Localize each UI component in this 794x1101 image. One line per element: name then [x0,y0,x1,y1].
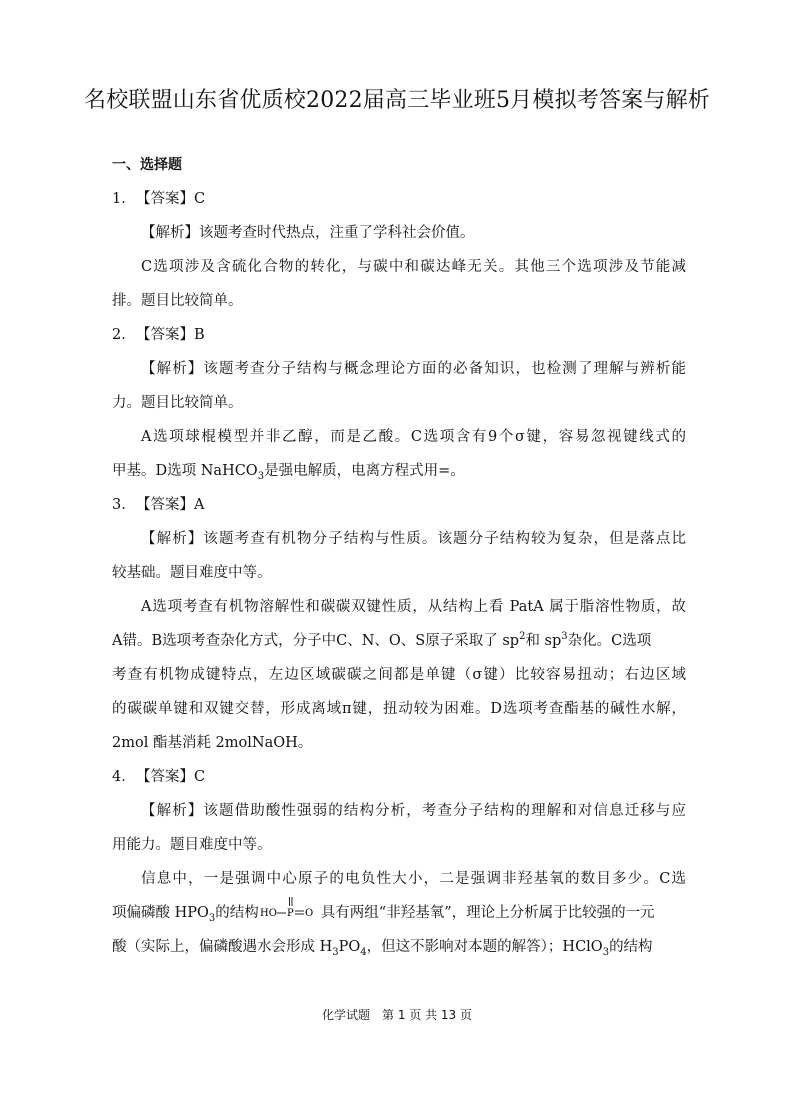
structure-svg [259,888,320,928]
text-fragment: 是强电解质，电离方程式用=。 [264,463,465,479]
q4-analysis-2: 用能力。题目难度中等。 [112,837,272,853]
text-fragment: 的结构 [215,905,259,921]
q1-number: 1． [112,191,136,207]
text-fragment: PO [338,939,361,955]
text-fragment: 具有两组“非羟基氧”，理论上分析属于比较强的一元 [320,905,655,921]
text-fragment: 酸（实际上，偏磷酸遇水会形成 H [112,939,333,955]
subscript: 3 [332,946,339,958]
text-fragment: A错。B选项考查杂化方式，分子中C、N、O、S原子采取了 sp [112,633,520,649]
superscript: 3 [561,631,568,643]
q3-analysis-5: 考查有机物成键特点，左边区域碳碳之间都是单键（σ键）比较容易扭动；右边区域 [112,667,686,683]
q1-analysis-1: 【解析】该题考查时代热点，注重了学科社会价值。 [141,225,475,241]
q3-analysis-1: 【解析】该题考查有机物分子结构与性质。该题分子结构较为复杂，但是落点比 [141,531,686,547]
q2-analysis-1: 【解析】该题考查分子结构与概念理论方面的必备知识，也检测了理解与辨析能 [141,361,686,377]
q1-analysis-2: C选项涉及含硫化合物的转化，与碳中和碳达峰无关。其他三个选项涉及节能减 [141,259,686,275]
q1-answer [112,182,686,216]
page-footer: 化学试题 第 1 页 共 13 页 [322,1008,472,1022]
q2-number: 2． [112,327,136,343]
q4-answer [112,760,686,794]
q2-analysis-4 [112,454,686,488]
q1-analysis-3: 排。题目比较简单。 [112,293,243,309]
q2-analysis-3: A选项球棍模型并非乙醇，而是乙酸。C选项含有9个σ键，容易忽视键线式的 [141,429,686,445]
q1-answer-text: 【答案】C [136,191,206,207]
superscript: 2 [519,631,526,643]
q4-analysis-5 [112,930,686,964]
section-heading: 一、选择题 [112,157,182,173]
q3-analysis-3: A选项考查有机物溶解性和碳碳双键性质，从结构上看 PatA 属于脂溶性物质，故 [141,599,686,615]
q3-analysis-4 [112,624,686,658]
q3-answer-text: 【答案】A [136,497,205,513]
q3-analysis-2: 较基础。题目难度中等。 [112,565,272,581]
q3-analysis-6: 的碳碳单键和双键交替，形成离域π键，扭动较为困难。D选项考查酯基的碱性水解， [112,701,686,717]
q2-answer [112,318,686,352]
text-fragment: 的结构 [609,939,653,955]
text-fragment: 项偏磷酸 HPO [112,905,209,921]
structure-ho: HO [259,908,277,919]
q3-answer [112,488,686,522]
q4-number: 4． [112,769,136,785]
text-fragment: 杂化。C选项 [567,633,652,649]
q4-analysis-1: 【解析】该题借助酸性强弱的结构分析，考查分子结构的理解和对信息迁移与应 [141,803,686,819]
q2-analysis-2: 力。题目比较简单。 [112,395,243,411]
subscript: 3 [602,946,610,958]
structure-o-right: O [304,908,313,919]
text-fragment: 甲基。D选项 NaHCO [112,463,258,479]
q3-number: 3． [112,497,136,513]
q4-analysis-4 [112,888,686,930]
subscript: 4 [360,946,367,958]
q4-answer-text: 【答案】C [136,769,206,785]
structure-o-top: O [286,888,295,899]
text-fragment: ，但这不影响对本题的解答）；HClO [366,939,603,955]
q3-analysis-7: 2mol 酯基消耗 2molNaOH。 [112,735,313,751]
q4-analysis-3: 信息中，一是强调中心原子的电负性大小，二是强调非羟基氧的数目多少。C选 [141,871,686,887]
document-body [112,148,686,964]
text-fragment: 和 sp [525,633,562,649]
subscript: 3 [208,912,216,924]
structure-p: P [286,908,294,919]
q2-answer-text: 【答案】B [136,327,205,343]
metaphosphoric-acid-structure [259,888,320,930]
page-title: 名校联盟山东省优质校2022届高三毕业班5月模拟考答案与解析 [84,88,710,113]
subscript: 3 [257,470,265,482]
